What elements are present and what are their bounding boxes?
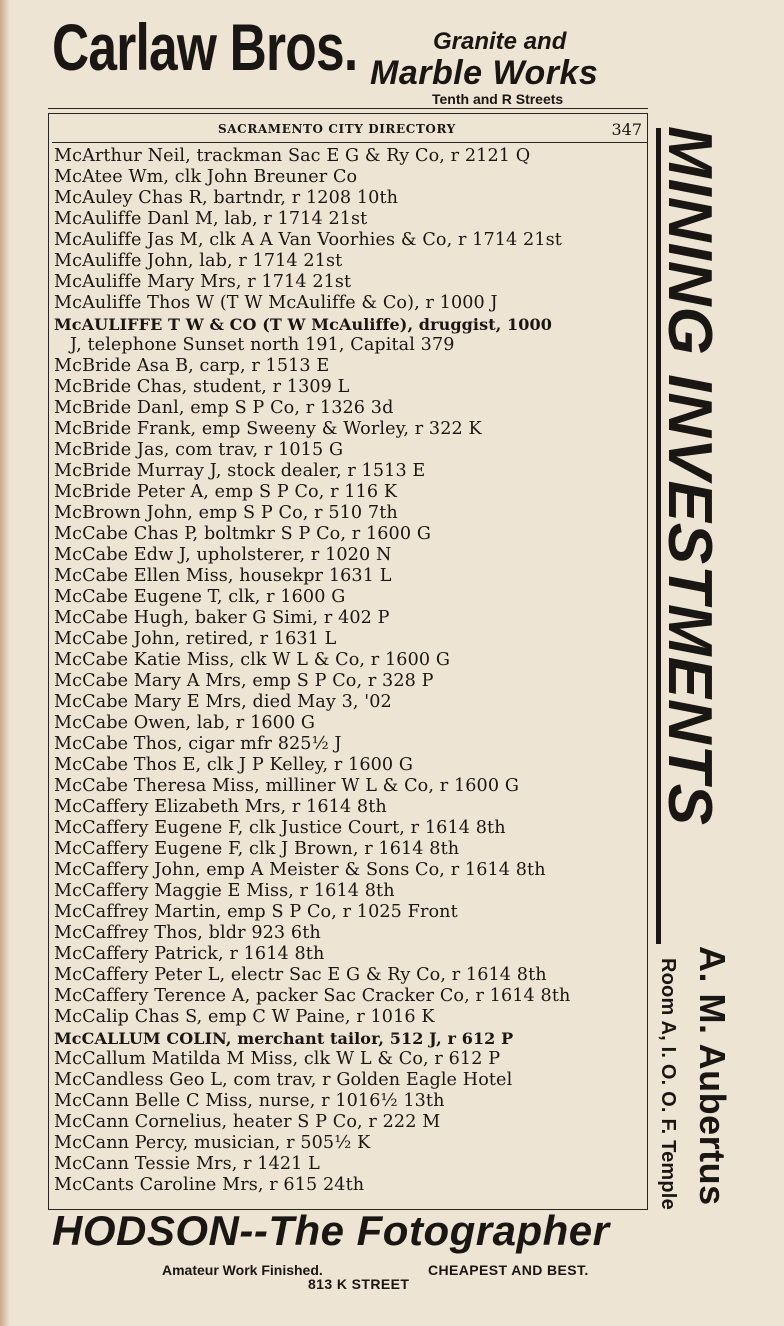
list-item: McBride Frank, emp Sweeny & Worley, r 322 K — [54, 419, 482, 439]
list-item: McBrown John, emp S P Co, r 510 7th — [54, 503, 398, 523]
bottom-ad-headline: HODSON--The Fotographer — [52, 1207, 610, 1254]
list-item: McCabe Owen, lab, r 1600 G — [54, 713, 316, 733]
list-item: McBride Murray J, stock dealer, r 1513 E — [54, 461, 426, 481]
list-item: McAuliffe John, lab, r 1714 21st — [54, 251, 343, 271]
ad-brand-name: Carlaw Bros. — [52, 10, 358, 84]
list-item: McCabe Thos E, clk J P Kelley, r 1600 G — [54, 755, 414, 775]
list-item: McAuliffe Jas M, clk A A Van Voorhies & Co, r 1714 21st — [54, 230, 562, 250]
page-edge — [0, 0, 10, 1326]
list-item: McCabe John, retired, r 1631 L — [54, 629, 337, 649]
list-item: McBride Danl, emp S P Co, r 1326 3d — [54, 398, 394, 418]
page-number: 347 — [611, 120, 642, 139]
list-item: McCabe Mary A Mrs, emp S P Co, r 328 P — [54, 671, 434, 691]
bottom-ad-address: 813 K STREET — [308, 1276, 410, 1292]
list-item: McCallum Matilda M Miss, clk W L & Co, r 612 P — [54, 1049, 501, 1069]
list-item: McCaffrey Martin, emp S P Co, r 1025 Front — [54, 902, 458, 922]
side-ad-name: A. M. Aubertus — [692, 946, 733, 1206]
list-item: McCaffery Eugene F, clk Justice Court, r 1614 8th — [54, 818, 506, 838]
list-item: McCandless Geo L, com trav, r Golden Eagle Hotel — [54, 1070, 513, 1090]
list-item: McCaffery Patrick, r 1614 8th — [54, 944, 325, 964]
list-item: McArthur Neil, trackman Sac E G & Ry Co, r 2121 Q — [54, 146, 531, 166]
list-item-bold: McAULIFFE T W & CO (T W McAuliffe), druggist, 1000 — [54, 315, 552, 334]
list-item: McCants Caroline Mrs, r 615 24th — [54, 1175, 365, 1195]
directory-title: SACRAMENTO CITY DIRECTORY — [218, 122, 456, 136]
list-item: McBride Chas, student, r 1309 L — [54, 377, 350, 397]
list-item: McAuliffe Mary Mrs, r 1714 21st — [54, 272, 352, 292]
list-item: McCabe Mary E Mrs, died May 3, '02 — [54, 692, 392, 712]
list-item: McCaffery Terence A, packer Sac Cracker Co, r 1614 8th — [54, 986, 571, 1006]
list-item: McCabe Thos, cigar mfr 825½ J — [54, 734, 342, 754]
list-item: McCabe Chas P, boltmkr S P Co, r 1600 G — [54, 524, 431, 544]
list-item: McCabe Ellen Miss, housekpr 1631 L — [54, 566, 392, 586]
list-item: McCaffery Peter L, electr Sac E G & Ry Co, r 1614 8th — [54, 965, 547, 985]
list-item: McCabe Edw J, upholsterer, r 1020 N — [54, 545, 392, 565]
list-item: McCabe Theresa Miss, milliner W L & Co, r 1600 G — [54, 776, 519, 796]
running-head — [52, 118, 648, 143]
list-item: McAuliffe Danl M, lab, r 1714 21st — [54, 209, 368, 229]
list-item: McCaffrey Thos, bldr 923 6th — [54, 923, 321, 943]
ad-address: Tenth and R Streets — [432, 91, 564, 107]
list-item: McCaffery Maggie E Miss, r 1614 8th — [54, 881, 395, 901]
list-item: McBride Asa B, carp, r 1513 E — [54, 356, 330, 376]
bottom-advertisement — [0, 1206, 784, 1326]
list-item: McCaffery Eugene F, clk J Brown, r 1614 8th — [54, 839, 460, 859]
list-item-continuation: J, telephone Sunset north 191, Capital 379 — [70, 335, 455, 355]
list-item: McCann Percy, musician, r 505½ K — [54, 1133, 371, 1153]
list-item-bold: McCALLUM COLIN, merchant tailor, 512 J, r 612 P — [54, 1029, 514, 1048]
bottom-ad-subline-left: Amateur Work Finished. — [162, 1262, 323, 1278]
ad-tagline-1: Granite and — [433, 28, 567, 55]
list-item: McCabe Hugh, baker G Simi, r 402 P — [54, 608, 390, 628]
list-item: McAuliffe Thos W (T W McAuliffe & Co), r 1000 J — [54, 293, 498, 313]
side-ad-address: Room A, I. O. O. F. Temple — [657, 958, 679, 1210]
list-item: McCabe Eugene T, clk, r 1600 G — [54, 587, 346, 607]
list-item: McBride Jas, com trav, r 1015 G — [54, 440, 344, 460]
list-item: McCabe Katie Miss, clk W L & Co, r 1600 G — [54, 650, 451, 670]
list-item: McCaffery John, emp A Meister & Sons Co, r 1614 8th — [54, 860, 546, 880]
top-advertisement — [0, 0, 784, 112]
list-item: McCann Tessie Mrs, r 1421 L — [54, 1154, 320, 1174]
list-item: McBride Peter A, emp S P Co, r 116 K — [54, 482, 398, 502]
list-item: McCaffery Elizabeth Mrs, r 1614 8th — [54, 797, 387, 817]
ad-tagline-2: Marble Works — [370, 54, 599, 92]
header-rule — [48, 108, 648, 109]
list-item: McCann Cornelius, heater S P Co, r 222 M — [54, 1112, 441, 1132]
side-ad-headline: MINING INVESTMENTS — [655, 126, 724, 827]
list-item: McCann Belle C Miss, nurse, r 1016½ 13th — [54, 1091, 445, 1111]
list-item: McCalip Chas S, emp C W Paine, r 1016 K — [54, 1007, 435, 1027]
bottom-ad-subline-right: CHEAPEST AND BEST. — [428, 1262, 589, 1278]
list-item: McAuley Chas R, bartndr, r 1208 10th — [54, 188, 399, 208]
directory-entries — [54, 146, 646, 1196]
list-item: McAtee Wm, clk John Breuner Co — [54, 167, 358, 187]
